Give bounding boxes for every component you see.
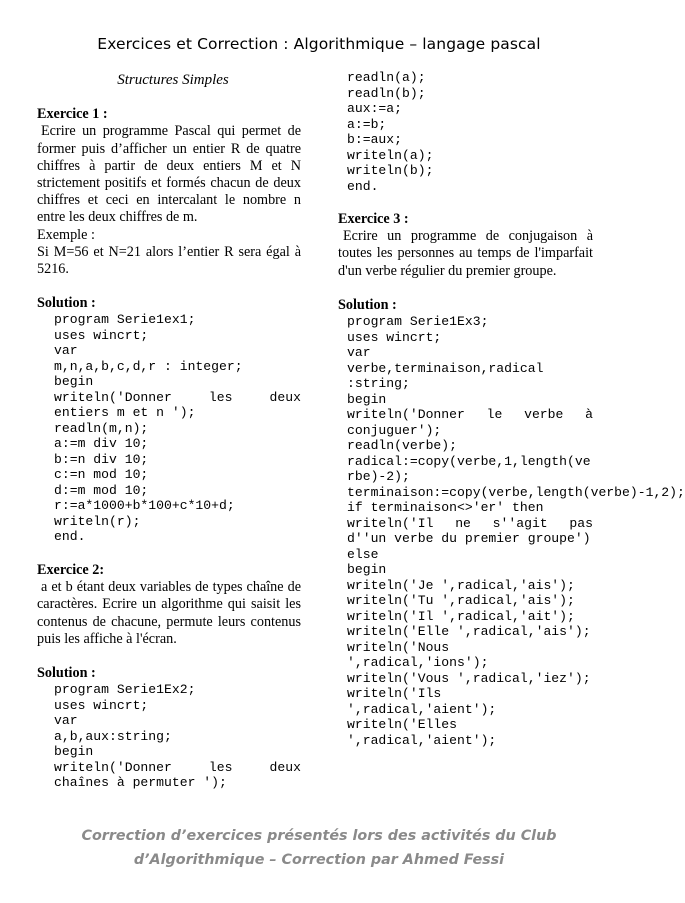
code-line: writeln('Donner les deux chaînes à permuter '); [54,759,301,791]
code-line: d:=m mod 10; [54,482,149,498]
code-line: a:=m div 10; [54,436,149,452]
code-line: a:=b; [347,116,387,132]
code-line: if terminaison<>'er' then [347,500,544,516]
section-subtitle: Structures Simples [117,72,229,88]
code-line: writeln('Vous ',radical,'iez'); [347,670,591,686]
exercise-1-solution-label: Solution : [37,295,96,312]
code-line: radical:=copy(verbe,1,length(verbe)-2); [347,453,591,485]
code-line: var [54,713,78,729]
code-line: writeln(b); [347,163,434,178]
code-line: b:=aux; [347,132,403,147]
code-line: terminaison:=copy(verbe,length(verbe)-1,2); [347,484,685,500]
code-line: writeln('Tu ',radical,'ais'); [347,593,575,609]
exercise-2-code-continued [338,70,593,194]
code-line: writeln('Elles ',radical,'aient'); [347,717,497,748]
exercise-3-solution-label: Solution : [338,296,397,313]
code-line: m,n,a,b,c,d,r : integer; [54,358,243,374]
code-line: c:=n mod 10; [54,467,149,483]
code-line: readln(a); [347,70,426,85]
code-line: uses wincrt; [347,329,442,345]
exercise-1-statement: Ecrire un programme Pascal qui permet de former puis d’afficher un entier R de quatre chiffres à partir de deux entiers M et N strictement positifs et formés chacun de deux chiffres et ceci en intercalant le nombre n entre les deux chiffres de m. [37,123,301,226]
exercise-2-code [37,682,301,791]
code-line: writeln('Il ',radical,'ait'); [347,608,575,624]
page-header: Exercices et Correction : Algorithmique – langage pascal [97,35,541,53]
code-line: uses wincrt; [54,697,149,713]
code-line: begin [347,391,387,407]
code-line: uses wincrt; [54,327,149,343]
exercise-1-example-label: Exemple : [37,226,95,243]
code-line: writeln('Elle ',radical,'ais'); [347,624,591,640]
exercise-3-title: Exercice 3 : [338,211,409,227]
code-line: writeln(a); [347,147,434,163]
code-line: var [347,345,371,361]
code-line: begin [54,374,94,390]
code-line: writeln('Nous ',radical,'ions'); [347,639,489,671]
exercise-1-example: Si M=56 et N=21 alors l’entier R sera égal à 5216. [37,243,301,278]
code-line: var [54,343,78,359]
page-footer [0,824,638,872]
code-line: else [347,546,379,562]
code-line: program Serie1Ex2; [54,682,196,698]
code-line: writeln('Je ',radical,'ais'); [347,577,575,593]
code-line: program Serie1ex1; [54,312,196,328]
code-line: writeln('Il ne s''agit pas d''un verbe du premier groupe') [347,515,593,547]
exercise-2-statement: a et b étant deux variables de types chaîne de caractères. Ecrire un algorithme qui saisit les contenus de chacune, permute leurs contenus puis les affiche à l'écran. [37,579,301,647]
code-line: program Serie1Ex3; [347,314,489,330]
code-line: writeln('Ils ',radical,'aient'); [347,686,497,717]
code-line: readln(b); [347,85,426,101]
left-column [37,72,301,791]
exercise-1-code [37,312,301,545]
code-line: b:=n div 10; [54,451,149,467]
code-line: end. [54,529,86,545]
code-line: begin [347,562,387,578]
exercise-3-code [338,314,685,748]
code-line: a,b,aux:string; [54,728,172,744]
footer-line-2: d’Algorithmique – Correction par Ahmed Fessi [133,852,505,868]
code-line: writeln(r); [54,513,141,529]
exercise-2-solution-label: Solution : [37,664,96,681]
code-line: readln(verbe); [347,438,458,454]
code-line: writeln('Donner le verbe à conjuguer'); [347,407,593,438]
right-column [338,70,685,748]
exercise-3-statement: Ecrire un programme de conjugaison à toutes les personnes au temps de l'imparfait d'un verbe régulier du premier groupe. [338,228,593,279]
code-line: readln(m,n); [54,420,149,436]
code-line: writeln('Donner les deux entiers m et n '); [54,389,301,421]
exercise-1-title: Exercice 1 : [37,106,108,123]
code-line: aux:=a; [347,101,403,116]
code-line: end. [347,178,379,194]
footer-line-1: Correction d’exercices présentés lors des activités du Club [81,828,557,844]
code-line: begin [54,744,94,760]
code-line: r:=a*1000+b*100+c*10+d; [54,498,235,514]
exercise-2-title: Exercice 2: [37,561,105,578]
code-line: verbe,terminaison,radical :string; [347,360,544,392]
